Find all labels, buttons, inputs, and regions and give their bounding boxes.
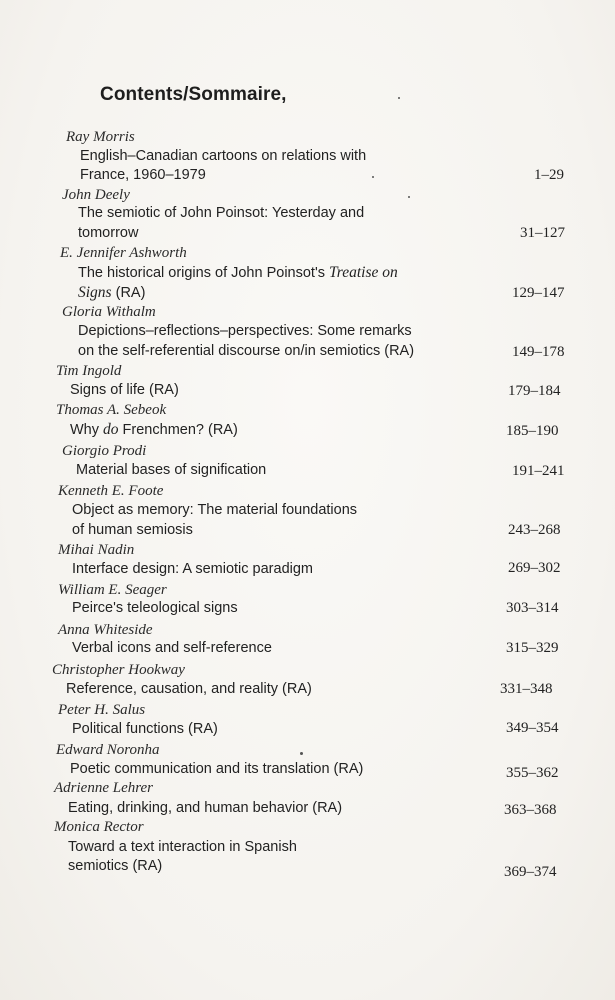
entry-title-line: Eating, drinking, and human behavior (RA)	[68, 800, 343, 816]
entry-pages: 363–368	[504, 802, 557, 818]
entry-pages: 149–178	[512, 344, 565, 360]
entry-title-line: tomorrow	[78, 225, 139, 241]
entry-title-line: Poetic communication and its translation (RA)	[70, 761, 364, 777]
entry-author: Adrienne Lehrer	[54, 780, 154, 796]
entry-author: Edward Noronha	[56, 742, 160, 758]
entry-author: E. Jennifer Ashworth	[60, 245, 187, 261]
entry-pages: 31–127	[520, 225, 565, 241]
entry-author: Gloria Withalm	[62, 304, 156, 320]
speck	[408, 196, 410, 198]
entry-title-line: semiotics (RA)	[68, 858, 163, 874]
entry-title-italic: Treatise on	[329, 264, 398, 281]
speck	[300, 752, 303, 755]
speck	[372, 176, 374, 178]
entry-title-line: Toward a text interaction in Spanish	[68, 839, 297, 855]
entry-title-line: Depictions–reflections–perspectives: Some remarks	[78, 323, 412, 339]
entry-author: John Deely	[62, 187, 130, 203]
entry-title-text: (RA)	[111, 285, 146, 301]
entry-title-line	[78, 283, 145, 304]
entry-pages: 185–190	[506, 423, 559, 439]
entry-title-text: The historical origins of John Poinsot's	[78, 265, 330, 281]
entry-pages: 191–241	[512, 463, 565, 479]
entry-title-text: Why	[70, 422, 104, 438]
entry-title-line: Material bases of signification	[76, 462, 267, 478]
entry-title-line	[70, 420, 238, 441]
entry-title-italic: Signs	[78, 284, 112, 301]
entry-title-italic: do	[103, 421, 119, 438]
entry-pages: 369–374	[504, 864, 557, 880]
entry-pages: 1–29	[534, 167, 564, 183]
speck	[398, 97, 400, 99]
entry-author: Christopher Hookway	[52, 662, 185, 678]
entry-title-line: of human semiosis	[72, 522, 193, 538]
entry-title-line: France, 1960–1979	[80, 167, 206, 183]
entry-title-line: Verbal icons and self-reference	[72, 640, 272, 656]
entry-pages: 269–302	[508, 560, 561, 576]
entry-author: Mihai Nadin	[58, 542, 135, 558]
entry-title-line: Reference, causation, and reality (RA)	[66, 681, 312, 697]
entry-author: Anna Whiteside	[58, 622, 153, 638]
entry-pages: 315–329	[506, 640, 559, 656]
entry-title-line: Peirce's teleological signs	[72, 600, 238, 616]
entry-title-line: Political functions (RA)	[72, 721, 218, 737]
entry-author: Kenneth E. Foote	[58, 483, 164, 499]
entry-title-line: English–Canadian cartoons on relations with	[80, 148, 367, 164]
entry-title-line: Interface design: A semiotic paradigm	[72, 561, 313, 577]
entry-pages: 243–268	[508, 522, 561, 538]
entry-author: Monica Rector	[54, 819, 144, 835]
entry-title-line: Object as memory: The material foundations	[72, 502, 358, 518]
entry-author: Tim Ingold	[56, 363, 122, 379]
entry-author: Ray Morris	[66, 129, 135, 145]
entry-pages: 355–362	[506, 765, 559, 781]
page-title: Contents/Sommaire,	[100, 84, 287, 105]
entry-pages: 303–314	[506, 600, 559, 616]
entry-author: Giorgio Prodi	[62, 443, 147, 459]
entry-pages: 129–147	[512, 285, 565, 301]
entry-pages: 331–348	[500, 681, 553, 697]
entry-author: William E. Seager	[58, 582, 167, 598]
entry-title-line	[78, 263, 398, 284]
entry-title-line: on the self-referential discourse on/in semiotics (RA)	[78, 343, 415, 359]
entry-pages: 179–184	[508, 383, 561, 399]
entry-author: Thomas A. Sebeok	[56, 402, 167, 418]
entry-author: Peter H. Salus	[58, 702, 146, 718]
entry-title-line: Signs of life (RA)	[70, 382, 179, 398]
entry-pages: 349–354	[506, 720, 559, 736]
entry-title-line: The semiotic of John Poinsot: Yesterday and	[78, 205, 365, 221]
entry-title-text: Frenchmen? (RA)	[118, 422, 238, 438]
